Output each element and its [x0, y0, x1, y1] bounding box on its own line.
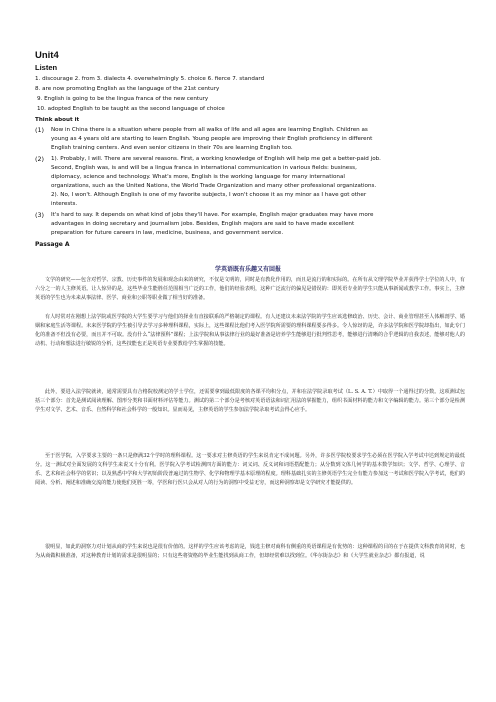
think-heading: Think about it	[35, 117, 80, 123]
think-line: It's hard to say. It depends on what kind of jobs they'll have. For example, English major graduates may have more	[51, 212, 374, 218]
think-line: 1). Probably, I will. There are several reasons. First, a working knowledge of English will help me get a better-paid job.	[51, 156, 381, 162]
think-line: interests.	[51, 201, 78, 207]
think-line: Second, English was, is and will be a lingua franca in international communication in various fields: business,	[51, 165, 357, 171]
unit-title: Unit4	[35, 50, 59, 61]
chinese-paragraph: 文学的研究——包含对哲学、宗教、历史事件的发展和观念由来的研究，不仅是文明的，同时是有教化作用的，而且是流行的和实际的。在所有从文理学院毕业并获得学士学位的人中，有六分之一的人主修英语。让人惊异的是，这些毕业生能胜任范围相当广泛的工作，他们的经验表明，这种广泛流行的偏见是错误的：即英语专业的学生只能从事新闻或教学工作。事实上，主修英语的学生也为未来从事法律、医学、商业和公职等职业做了相当好的准备。	[35, 277, 465, 302]
think-line: young as 4 years old are starting to learn English. Young people are improving their English proficiency in different	[51, 136, 373, 142]
chinese-paragraph: 此外，要进入法学院就读，通常需要具有合格院校测定的学士学位，还需要拿到最低限度的各课平均积分点，并和在法学院录取考试（L. S. A. T.）中取得一个通得过的分数。这项测试包括三个部分：首先是测试阅读理解、图形分类和书面材料评估等能力。测试的第二个部分是考核对英语语法和词汇用法的掌握能力，组织书面材料的能力和文字编辑的能力。第三个部分是检测学生对文学、艺术、音乐、自然科学和社会科学的一般知识。显而易见，主修英语的学生参加法学院录取考试会得心应手。	[35, 389, 465, 414]
think-line: English training centers. And even senior citizens in their 70s are learning English too.	[51, 145, 293, 151]
think-line: 2). No, I won't. Although English is one of my favorite subjects, I won't choose it as my minor as I have got other	[51, 192, 367, 198]
think-line: diplomacy, science and technology. What's more, English is the working language for many international	[51, 174, 345, 180]
think-line: Now in China there is a situation where people from all walks of life and all ages are learning English. Children as	[51, 127, 368, 133]
think-line: preparation for future careers in law, medicine, business, and government service.	[51, 230, 284, 236]
think-number: (2)	[35, 155, 45, 163]
listen-heading: Listen	[35, 63, 58, 72]
chinese-paragraph: 有人时常对在刚想上法学院或医学院的大学生要学习与他们的择业有直接联系的严格制定的课程。有人还建议未来法学院的学生应该选修政治、历史、会计、商业管理甚至人体解剖学、婚姻和家庭生活等课程。未来医学院的学生被引导去学习多种理科课程，实际上，这些课程比他们考入医学院所需要的理科课程要多得多。令人惊讶的是，许多法学院和医学院却指出，如此专门化的准备不但没有必要，而且并不可取。没有什么“法律预科”课程；上法学院和从事法律行业的最好准备是培养学生能够进行批判性思考，能够进行清晰的合乎逻辑的自我表述，能够对他人的动机、行动和想法进行敏锐的分析，这些技能也正是英语专业要教给学生掌握的技能。	[35, 314, 465, 348]
answer-item-9: 9. English is going to be the lingua franca of the new century	[37, 96, 209, 102]
chinese-paragraph: 很明显，如此的洞察力对计划从商的学生来说也是很有价值的。这样的学生应该考虑的是，钱选主修对商科有侧重的英语课程是有优势的：这种课程的目的在于在提供文科教育的同时，也为从商做积极准备，对这种教育计划的需求是很明显的；只有这些将资格的毕业生能找到从商工作，但却经常难以找到位。《华尔街杂志》和《大学生就业杂志》都有报道，说	[35, 544, 465, 560]
think-line: organizations, such as the United Nations, the World Trade Organization and many other professional organizations.	[51, 183, 377, 189]
think-number: (1)	[35, 126, 45, 134]
passage-label: Passage A	[35, 241, 70, 248]
chinese-paragraph: 至于医学院，入学要求主要的一条只是修满32个学时的理科课程。这一要求对主修英语的学生来说肯定不成问题。另外，许多医学院校要求学生必须在医学院入学考试中达到规定的最低分。这一测试对全面发展的文科学生来说又十分有利。医学院入学考试检测四方面的能力：词义词、反义词和词语搭配能力；从分数到文体几何学的基本数学知识；文学、哲学、心理学、音乐、艺术和社会科学的常识；以及熟悉中学和大学初始阶段普遍过的生物学、化学和物理学基本原理的程度。理科基础扎实的主修英语学生完全有能力参加这一考试和医学院入学考试，他们的阅读、分析、阐述和准确交流的能力使他们更胜一筹，学医和行医只会从对人的行为的洞察中受益无穷，而这种洞察却是文学研究才能提供的。	[35, 453, 465, 487]
answer-item-10: 10. adopted English to be taught as the second language of choice	[37, 106, 225, 112]
think-line: advantages in doing secretary and journalism jobs. Besides, English majors are said to have made excellent	[51, 221, 355, 227]
think-number: (3)	[35, 211, 45, 219]
answer-item-8: 8. are now promoting English as the language of the 21st century	[35, 86, 220, 92]
chinese-title: 学英语既有乐趣又有回报	[214, 266, 281, 273]
answers-line: 1. discourage 2. from 3. dialects 4. overwhelmingly 5. choice 6. fierce 7. standard	[35, 76, 265, 82]
